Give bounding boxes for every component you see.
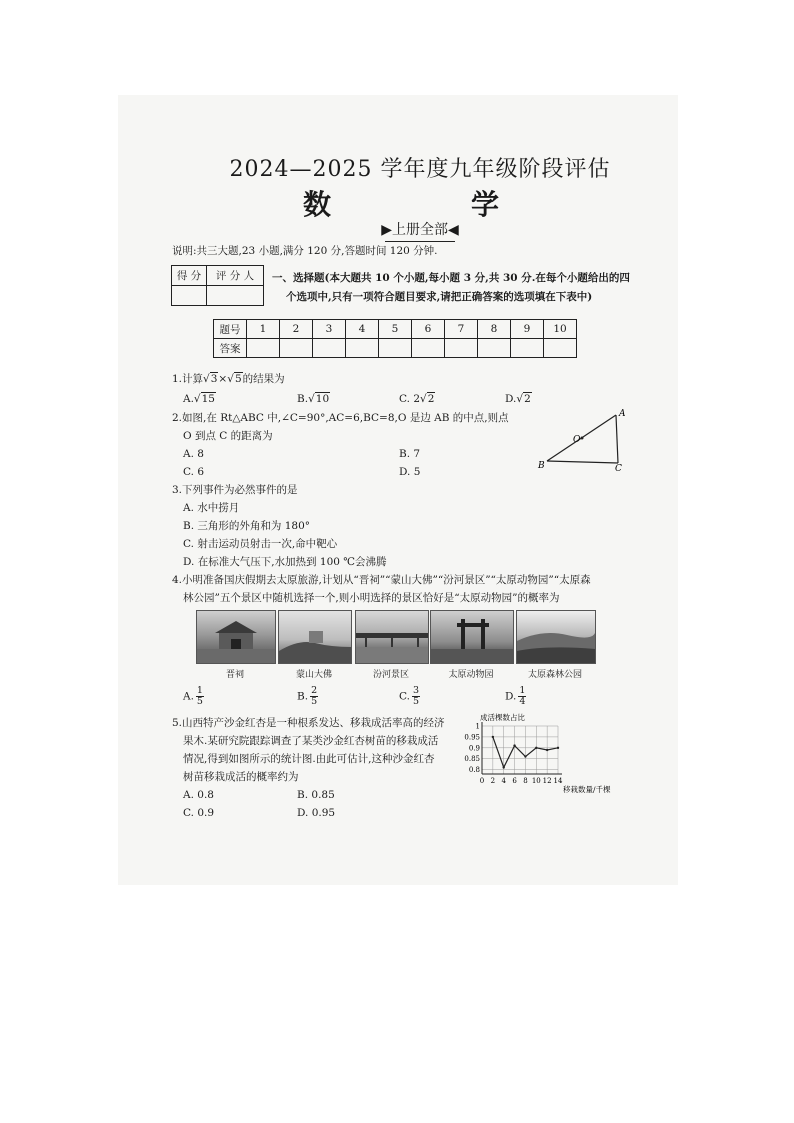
caption-mengshan: 蒙山大佛 [295,670,332,680]
y-tick-label: 0.9 [468,744,480,753]
triangle-side-ac [616,415,618,463]
photo-zoo [430,610,514,664]
caption-jinci: 晋祠 [225,670,244,680]
y-tick-label: 0.8 [468,766,480,775]
q4-stem-line2: 林公园”五个景区中随机选择一个,则小明选择的景区恰好是“太原动物园”的概率为 [183,592,560,604]
score-header: 得 分 [172,266,207,286]
scope-underline [385,241,455,242]
q1-radicand1: 3 [210,373,218,385]
forest-image [517,611,595,663]
score-cell[interactable] [172,286,207,306]
chart-data-point [513,744,515,746]
question-number: 1 [247,320,280,339]
exam-title: 2024—2025 学年度九年级阶段评估 [229,157,611,182]
instructions: 说明:共三大题,23 小题,满分 120 分,答题时间 120 分钟. [172,245,438,257]
q3-stem: 3.下列事件为必然事件的是 [172,484,298,496]
q5-option-a[interactable]: A. 0.8 [183,789,214,801]
question-number: 8 [478,320,511,339]
q5-option-c[interactable]: C. 0.9 [183,807,215,819]
caption-forest-park: 太原森林公园 [527,670,582,680]
score-box [171,265,264,306]
chart-ylabel: 成活棵数占比 [480,713,525,722]
q2-option-b[interactable]: B. 7 [399,448,421,460]
chart-tick-labels [464,723,563,786]
x-tick-label: 4 [501,777,506,785]
photo-mengshan [278,610,352,664]
answer-cell[interactable] [346,339,379,358]
chart-data-point [524,755,526,757]
grader-header: 评 分 人 [207,266,264,286]
question-number: 6 [412,320,445,339]
q5-option-b[interactable]: B. 0.85 [297,789,335,801]
q3-option-c[interactable]: C. 射击运动员射击一次,命中靶心 [183,538,338,550]
answer-cell[interactable] [379,339,412,358]
answer-table-answer-row [214,339,577,358]
q2-option-a[interactable]: A. 8 [183,448,204,460]
q3-option-a[interactable]: A. 水中捞月 [183,502,240,514]
answer-cell[interactable] [544,339,577,358]
q2-stem-line1: 2.如图,在 Rt△ABC 中,∠C=90°,AC=6,BC=8,O 是边 AB 的中点,则点 [172,412,509,424]
q1-times: × [218,373,228,385]
q1-stem: 1.计算√3×√5的结果为 [172,373,285,385]
y-tick-label: 0.95 [464,733,480,742]
answer-cell[interactable] [511,339,544,358]
scope-label [360,219,480,242]
question-number: 5 [379,320,412,339]
x-tick-label: 10 [531,777,541,785]
q4-option-a[interactable]: A. $\frac{1}{5}$ [183,685,203,707]
answer-cell[interactable] [412,339,445,358]
photo-jinci [196,610,276,664]
x-tick-label: 6 [512,777,517,785]
answer-cell[interactable] [280,339,313,358]
answer-cell[interactable] [478,339,511,358]
caption-fenhe: 汾河景区 [372,670,409,680]
label-b: B [538,461,545,471]
chart-xlabel: 移栽数量/千棵 [563,785,611,794]
subject-title: 数 学 [302,188,527,221]
y-tick-label: 1 [475,722,480,731]
question-number: 3 [313,320,346,339]
x-tick-label: 12 [542,777,552,785]
answer-table [213,319,577,358]
q4-option-b[interactable]: B. $\frac{2}{5}$ [297,685,318,707]
photo-fenhe [355,610,429,664]
q2-stem-line2: O 到点 C 的距离为 [183,430,273,442]
y-tick-label: 0.85 [464,755,480,764]
q1-prefix: 1.计算 [172,373,204,385]
scope-text: ▶上册全部◀ [381,222,459,238]
x-tick-label: 0 [479,777,485,785]
answer-cell[interactable] [313,339,346,358]
q1-suffix: 的结果为 [242,373,285,385]
chart-data-point [492,736,494,738]
x-tick-label: 2 [490,777,496,785]
chart-data-point [546,749,548,751]
q5-option-d[interactable]: D. 0.95 [297,807,336,819]
q1-option-a[interactable]: A.√15 [183,393,215,405]
q4-option-c[interactable]: C. $\frac{3}{5}$ [399,685,420,707]
answer-table-number-row [214,320,577,339]
grader-cell[interactable] [207,286,264,306]
zoo-gate-image [431,611,513,663]
chart-data-point [557,747,559,749]
answer-cell[interactable] [445,339,478,358]
caption-zoo: 太原动物园 [448,670,494,680]
question-number: 9 [511,320,544,339]
label-o: O [573,435,581,445]
question-number: 4 [346,320,379,339]
q1-radicand2: 5 [234,373,242,385]
q3-option-b[interactable]: B. 三角形的外角和为 180° [183,520,311,532]
answer-cell[interactable] [247,339,280,358]
photo-forest-park [516,610,596,664]
hill-image [279,611,351,663]
x-tick-label: 8 [523,777,528,785]
chart-data-point [503,766,505,768]
q1-option-b[interactable]: B.√10 [297,393,330,405]
section1-heading-line2: 个选项中,只有一项符合题目要求,请把正确答案的选项填在下表中) [286,291,593,303]
q5-stem-line4: 树苗移栽成活的概率约为 [183,771,299,783]
q4-option-d[interactable]: D. $\frac{1}{4}$ [505,685,526,707]
q1-option-d[interactable]: D.√2 [505,393,531,405]
section1-heading-line1: 一、选择题(本大题共 10 个小题,每小题 3 分,共 30 分.在每个小题给出的四 [272,272,630,284]
chart-data-point [535,747,537,749]
temple-image [197,611,275,663]
bridge-image [356,611,428,663]
question-number: 2 [280,320,313,339]
question-number-label: 题号 [214,320,247,339]
q5-stem-line2: 果木.某研究院跟踪调查了某类沙金红杏树苗的移栽成活 [183,735,439,747]
q3-option-d[interactable]: D. 在标准大气压下,水加热到 100 ℃会沸腾 [183,556,387,568]
question-number: 7 [445,320,478,339]
q4-stem-line1: 4.小明准备国庆假期去太原旅游,计划从“晋祠”“蒙山大佛”“汾河景区”“太原动物园”“太原森 [172,574,591,586]
triangle-side-bc [547,461,618,463]
q2-triangle-figure [535,405,630,475]
label-c: C [615,464,622,474]
question-number: 10 [544,320,577,339]
answer-label: 答案 [214,339,247,358]
x-tick-label: 14 [553,777,563,785]
q1-option-c[interactable]: C. 2√2 [399,393,435,405]
label-a: A [619,409,626,419]
q5-stem-line3: 情况,得到如图所示的统计图.由此可估计,这种沙金红杏 [183,753,435,765]
q5-survival-rate-chart [462,712,622,797]
midpoint-o [581,437,584,440]
q2-option-d[interactable]: D. 5 [399,466,421,478]
q5-stem-line1: 5.山西特产沙金红杏是一种根系发达、移栽成活率高的经济 [172,717,445,729]
q2-option-c[interactable]: C. 6 [183,466,205,478]
